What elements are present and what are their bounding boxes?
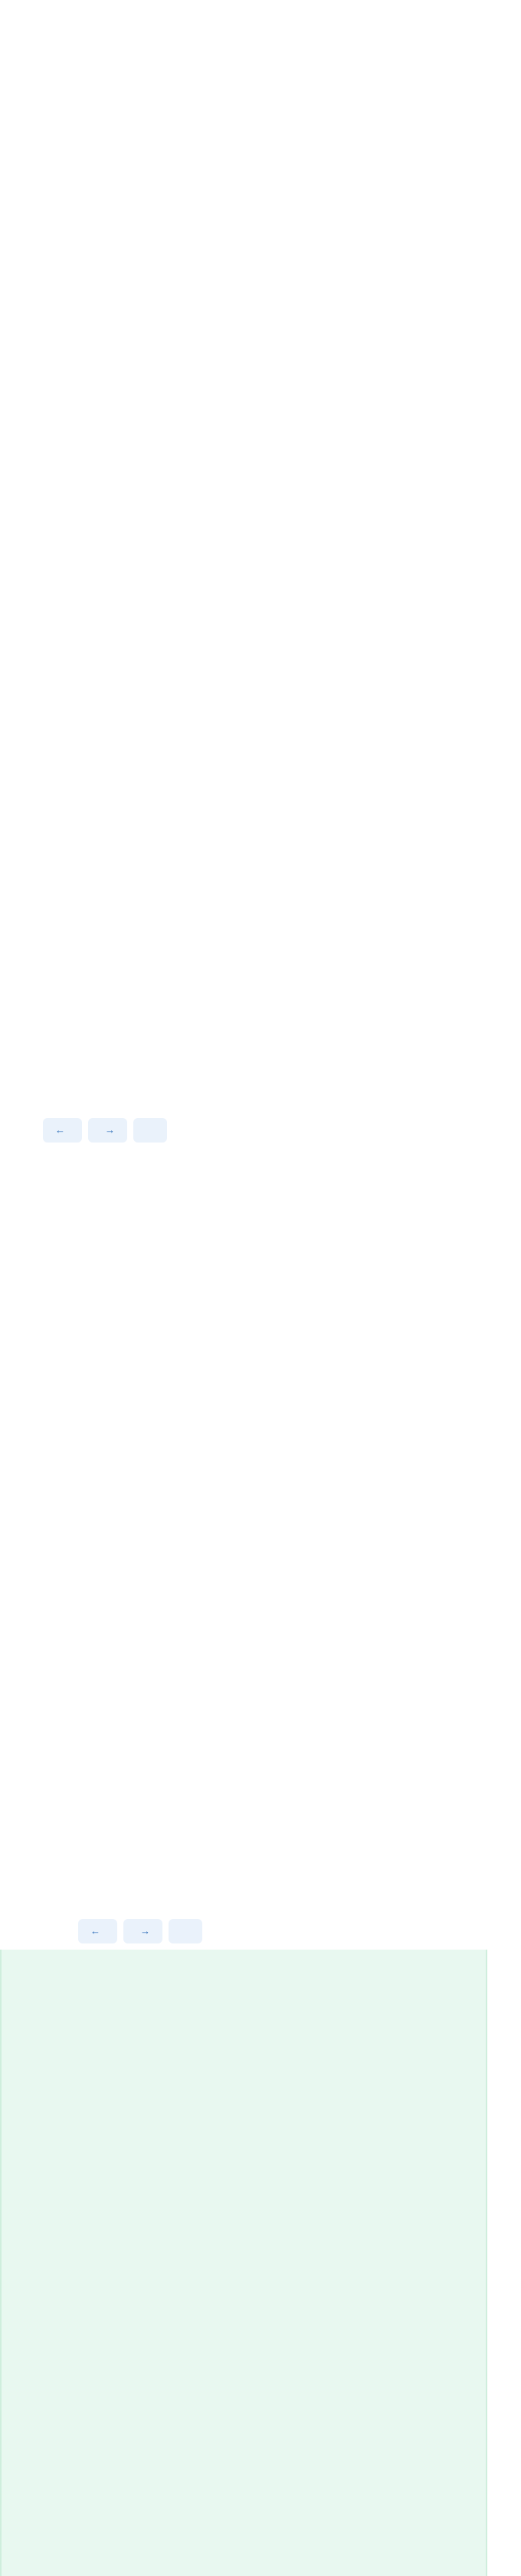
- exercise-nav: [43, 1118, 167, 1143]
- analysis-sentence-3: [2, 2208, 472, 2244]
- item-1: [0, 1210, 506, 1248]
- next-exercise-button[interactable]: [123, 1919, 162, 1944]
- roman-2: [2, 2120, 472, 2150]
- analysis-sentence-2: [2, 2166, 472, 2198]
- analysis-sentence-4: [0, 868, 498, 879]
- analysis-sentence-4: [2, 2253, 472, 2265]
- scheme-4: [0, 879, 498, 888]
- scheme-2: [0, 811, 498, 820]
- scheme-1: [0, 772, 498, 781]
- important-note: [0, 666, 498, 712]
- paragraph-1: [0, 1394, 506, 1487]
- scheme-3: [2, 2244, 472, 2253]
- theory-step-4: [0, 392, 498, 476]
- all-exercises-button[interactable]: [169, 1919, 202, 1944]
- sentence-2: [2, 1953, 472, 2025]
- scheme-4: [2, 2265, 472, 2274]
- arrow-left-icon: ←: [90, 1924, 100, 1937]
- analysis-sentence-1: [2, 2150, 472, 2156]
- answer-panel: [0, 1950, 487, 2576]
- arrow-right-icon: →: [140, 1924, 150, 1937]
- prev-exercise-button[interactable]: [78, 1919, 117, 1944]
- step-2: [0, 1605, 506, 1640]
- theory-step-3: [0, 308, 498, 392]
- prev-exercise-button[interactable]: [43, 1118, 82, 1143]
- scheme-1: [2, 2156, 472, 2166]
- sentence-1: [0, 25, 490, 63]
- analysis-sentence-1: [0, 766, 498, 772]
- theory-scheme-rules: [0, 476, 498, 562]
- item-2: [0, 1248, 506, 1314]
- sentence-2: [0, 63, 490, 123]
- arrow-left-icon: ←: [55, 1123, 65, 1136]
- step-1: [0, 1357, 506, 1394]
- theory-position-rule: [0, 616, 498, 666]
- analysis-sentence-3: [0, 820, 498, 859]
- sentence-4: [2, 2083, 472, 2120]
- paragraph-2: [0, 1487, 506, 1525]
- paragraph-5: [0, 1695, 506, 1751]
- task-sentences-block: [0, 25, 490, 211]
- analysis-sentence-2: [0, 781, 498, 811]
- scheme-2: [2, 2198, 472, 2208]
- exercise-nav: [78, 1919, 202, 1944]
- analysis-block-1: [0, 766, 498, 888]
- section-heading: [0, 1314, 506, 1357]
- paragraph-4: [0, 1640, 506, 1695]
- paragraph-3: [0, 1525, 506, 1605]
- theory-step-1: [0, 208, 498, 248]
- all-exercises-button[interactable]: [133, 1118, 167, 1143]
- intro: [0, 1172, 506, 1210]
- next-exercise-button[interactable]: [88, 1118, 127, 1143]
- scheme-3: [0, 859, 498, 868]
- roman-3-wrap: [2, 2274, 472, 2285]
- theory-block-2: [0, 1172, 506, 1751]
- sentence-3: [2, 2025, 472, 2083]
- arrow-right-icon: →: [105, 1123, 115, 1136]
- theory-arrow-rule: [0, 562, 498, 616]
- exercise-header-2: [0, 1914, 521, 1948]
- theory-step-2: [0, 248, 498, 308]
- sentence-3: [0, 123, 490, 181]
- sentence-4: [0, 181, 490, 211]
- theory-block: [0, 208, 498, 712]
- exercise-header-1: [0, 1109, 521, 1152]
